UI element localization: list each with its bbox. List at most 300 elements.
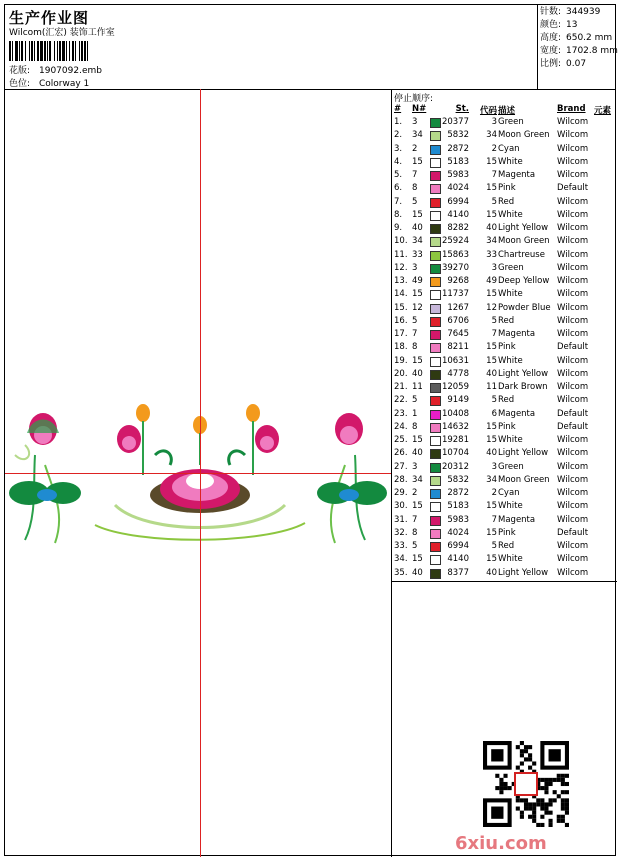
row-code: 49 (486, 276, 497, 286)
row-number: 13. (394, 276, 408, 286)
row-stitches: 10704 (441, 448, 469, 459)
row-number: 22. (394, 395, 408, 406)
row-stitches: 14632 (441, 421, 469, 432)
row-brand: Wilcom (557, 368, 589, 379)
table-row (394, 288, 619, 301)
table-row (394, 328, 619, 341)
row-brand: Default (557, 527, 589, 538)
table-row (394, 408, 619, 421)
row-number: 12. (394, 262, 408, 273)
row-description: Green (498, 461, 524, 472)
table-row (394, 249, 619, 262)
table-row (394, 169, 619, 182)
color-swatch (430, 290, 441, 300)
row-needle: 1 (412, 408, 418, 419)
row-description: Green (498, 117, 524, 127)
row-brand: Wilcom (557, 143, 589, 154)
color-swatch (430, 370, 441, 380)
row-code: 15 (486, 421, 497, 432)
row-number: 3. (394, 143, 403, 154)
row-needle: 8 (412, 183, 418, 194)
color-swatch (430, 529, 441, 539)
row-number: 18. (394, 342, 408, 353)
row-stitches: 5983 (447, 514, 469, 525)
row-brand: Wilcom (557, 262, 589, 273)
color-swatch (430, 476, 441, 486)
row-needle: 40 (412, 567, 423, 578)
row-code: 2 (491, 488, 497, 498)
row-description: Red (498, 315, 515, 326)
row-stitches: 4024 (447, 183, 469, 194)
row-number: 26. (394, 448, 408, 459)
table-row (394, 235, 619, 248)
row-needle: 8 (412, 527, 418, 538)
color-sequence-table (394, 104, 619, 580)
row-stitches: 15863 (441, 249, 469, 260)
row-number: 9. (394, 223, 403, 233)
row-brand: Wilcom (557, 329, 589, 339)
row-stitches: 8211 (447, 342, 469, 353)
table-row (394, 368, 619, 381)
row-number: 6. (394, 183, 403, 194)
row-needle: 2 (412, 143, 418, 154)
row-description: Magenta (498, 170, 536, 180)
table-row (394, 381, 619, 394)
row-needle: 15 (412, 156, 423, 167)
row-description: Pink (498, 183, 516, 194)
row-stitches: 5183 (447, 501, 469, 512)
color-swatch (430, 502, 441, 512)
panel-divider (391, 89, 392, 857)
row-description: Pink (498, 421, 516, 432)
center-crosshair-horizontal (5, 473, 391, 474)
row-number: 33. (394, 541, 408, 551)
row-description: Moon Green (498, 236, 550, 247)
row-brand: Wilcom (557, 448, 589, 459)
color-swatch (430, 489, 441, 499)
row-needle: 34 (412, 130, 423, 141)
row-brand: Default (557, 421, 589, 432)
table-row (394, 500, 619, 513)
color-swatch (430, 145, 441, 155)
row-description: Pink (498, 527, 516, 538)
row-number: 24. (394, 421, 408, 432)
barcode (9, 41, 145, 61)
row-description: White (498, 435, 523, 445)
row-needle: 15 (412, 355, 423, 366)
col-header-element: 元素 (594, 106, 612, 116)
row-code: 15 (486, 355, 497, 366)
row-stitches: 9149 (447, 395, 469, 406)
row-brand: Wilcom (557, 501, 589, 512)
row-stitches: 6994 (447, 541, 469, 551)
height-value: 650.2 mm (566, 33, 613, 43)
row-description: Magenta (498, 408, 536, 419)
row-needle: 7 (412, 514, 418, 525)
color-swatch (430, 343, 441, 353)
height-label: 高度: (540, 33, 562, 43)
row-number: 7. (394, 196, 403, 207)
table-row (394, 341, 619, 354)
right-lotus (317, 413, 387, 543)
row-needle: 15 (412, 289, 423, 300)
row-code: 7 (491, 514, 497, 525)
col-header-brand: Brand (557, 104, 586, 114)
color-swatch (430, 555, 441, 565)
row-description: Deep Yellow (498, 276, 550, 286)
row-brand: Wilcom (557, 315, 589, 326)
studio-name: Wilcom(汇宏) 装饰工作室 (9, 28, 115, 38)
row-description: Moon Green (498, 130, 550, 141)
row-stitches: 6994 (447, 196, 469, 207)
row-code: 5 (491, 315, 497, 326)
row-brand: Wilcom (557, 289, 589, 300)
row-stitches: 5183 (447, 156, 469, 167)
table-row (394, 355, 619, 368)
row-number: 11. (394, 249, 408, 260)
row-brand: Wilcom (557, 130, 589, 141)
page-title: 生产作业图 (9, 9, 90, 27)
color-swatch (430, 304, 441, 314)
row-code: 15 (486, 342, 497, 353)
row-brand: Default (557, 408, 589, 419)
colors-label: 颜色: (540, 20, 562, 30)
row-number: 34. (394, 554, 408, 565)
row-needle: 5 (412, 395, 418, 406)
left-lotus (9, 413, 81, 543)
row-number: 23. (394, 408, 408, 419)
row-description: Cyan (498, 143, 520, 154)
color-swatch (430, 158, 441, 168)
row-number: 10. (394, 236, 408, 247)
table-row (394, 421, 619, 434)
row-needle: 7 (412, 170, 418, 180)
row-code: 33 (486, 249, 497, 260)
row-stitches: 7645 (447, 329, 469, 339)
row-description: Moon Green (498, 474, 550, 485)
row-needle: 11 (412, 382, 423, 392)
row-brand: Wilcom (557, 382, 589, 392)
header-divider (5, 89, 615, 90)
row-stitches: 20377 (441, 117, 469, 127)
row-description: Light Yellow (498, 223, 549, 233)
row-description: White (498, 289, 523, 300)
row-number: 32. (394, 527, 408, 538)
row-description: Light Yellow (498, 567, 549, 578)
table-row (394, 567, 619, 580)
row-number: 16. (394, 315, 408, 326)
row-needle: 40 (412, 368, 423, 379)
row-stitches: 20312 (441, 461, 469, 472)
row-brand: Wilcom (557, 223, 589, 233)
row-needle: 40 (412, 448, 423, 459)
row-brand: Wilcom (557, 276, 589, 286)
colors-value: 13 (566, 20, 578, 30)
row-code: 5 (491, 541, 497, 551)
row-brand: Wilcom (557, 474, 589, 485)
row-code: 5 (491, 395, 497, 406)
row-description: Chartreuse (498, 249, 545, 260)
row-code: 5 (491, 196, 497, 207)
row-stitches: 4024 (447, 527, 469, 538)
row-code: 2 (491, 143, 497, 154)
color-swatch (430, 184, 441, 194)
row-code: 15 (486, 554, 497, 565)
row-brand: Wilcom (557, 196, 589, 207)
row-number: 19. (394, 355, 408, 366)
color-swatch (430, 383, 441, 393)
row-description: Magenta (498, 329, 536, 339)
row-needle: 2 (412, 488, 418, 498)
color-swatch (430, 516, 441, 526)
color-swatch (430, 211, 441, 221)
row-code: 40 (486, 223, 497, 233)
row-brand: Wilcom (557, 170, 589, 180)
color-swatch (430, 251, 441, 261)
color-swatch (430, 264, 441, 274)
row-number: 17. (394, 329, 408, 339)
row-code: 40 (486, 448, 497, 459)
width-label: 宽度: (540, 46, 562, 56)
table-row (394, 447, 619, 460)
row-brand: Wilcom (557, 395, 589, 406)
row-code: 34 (486, 236, 497, 247)
col-header-stitches: St. (455, 104, 469, 114)
row-description: White (498, 156, 523, 167)
row-needle: 15 (412, 501, 423, 512)
color-swatch (430, 357, 441, 367)
row-description: Magenta (498, 514, 536, 525)
table-body (394, 116, 619, 580)
row-needle: 15 (412, 554, 423, 565)
row-number: 29. (394, 488, 408, 498)
row-needle: 15 (412, 435, 423, 445)
row-stitches: 4140 (447, 554, 469, 565)
row-number: 8. (394, 209, 403, 220)
row-description: Green (498, 262, 524, 273)
color-swatch (430, 396, 441, 406)
row-code: 7 (491, 329, 497, 339)
row-description: Red (498, 541, 515, 551)
row-needle: 34 (412, 474, 423, 485)
row-number: 15. (394, 302, 408, 313)
row-brand: Wilcom (557, 554, 589, 565)
col-header-no: # (394, 104, 402, 114)
row-code: 3 (491, 461, 497, 472)
row-needle: 3 (412, 262, 418, 273)
color-swatch (430, 330, 441, 340)
row-brand: Wilcom (557, 209, 589, 220)
row-stitches: 2872 (447, 488, 469, 498)
row-code: 12 (486, 302, 497, 313)
row-description: Light Yellow (498, 448, 549, 459)
row-number: 20. (394, 368, 408, 379)
row-brand: Wilcom (557, 156, 589, 167)
table-row (394, 302, 619, 315)
row-needle: 3 (412, 461, 418, 472)
row-brand: Wilcom (557, 567, 589, 578)
row-number: 4. (394, 156, 403, 167)
qr-logo-stamp (515, 773, 537, 795)
colorway-value: Colorway 1 (39, 79, 90, 89)
row-code: 15 (486, 156, 497, 167)
row-description: Powder Blue (498, 302, 551, 313)
row-brand: Wilcom (557, 236, 589, 247)
row-number: 14. (394, 289, 408, 300)
table-row (394, 514, 619, 527)
table-row (394, 182, 619, 195)
row-needle: 15 (412, 209, 423, 220)
color-swatch (430, 237, 441, 247)
row-number: 5. (394, 170, 403, 180)
row-brand: Wilcom (557, 541, 589, 551)
row-code: 34 (486, 474, 497, 485)
stitches-stat (540, 6, 617, 19)
row-code: 34 (486, 130, 497, 141)
row-code: 15 (486, 527, 497, 538)
table-row (394, 461, 619, 474)
row-description: Cyan (498, 488, 520, 498)
table-row (394, 222, 619, 235)
colorway-line (9, 76, 89, 89)
table-row (394, 129, 619, 142)
row-brand: Wilcom (557, 435, 589, 445)
table-row (394, 487, 619, 500)
table-row (394, 434, 619, 447)
row-stitches: 11737 (441, 289, 469, 300)
table-row (394, 209, 619, 222)
row-number: 28. (394, 474, 408, 485)
row-brand: Wilcom (557, 488, 589, 498)
row-stitches: 8282 (447, 223, 469, 233)
row-number: 2. (394, 130, 403, 141)
row-code: 40 (486, 368, 497, 379)
row-needle: 3 (412, 117, 418, 127)
row-stitches: 19281 (441, 435, 469, 445)
table-row (394, 116, 619, 129)
color-swatch (430, 410, 441, 420)
row-description: Pink (498, 342, 516, 353)
color-swatch (430, 569, 441, 579)
row-number: 35. (394, 567, 408, 578)
row-description: White (498, 355, 523, 366)
row-stitches: 5983 (447, 170, 469, 180)
table-header (394, 104, 619, 116)
color-swatch (430, 436, 441, 446)
col-header-code: 代码 (479, 106, 497, 116)
row-description: White (498, 501, 523, 512)
row-stitches: 8377 (447, 567, 469, 578)
row-brand: Wilcom (557, 355, 589, 366)
design-stats (537, 5, 617, 89)
color-swatch (430, 317, 441, 327)
row-stitches: 2872 (447, 143, 469, 154)
table-bottom-divider (391, 581, 617, 582)
embroidery-design-preview (5, 395, 391, 555)
row-code: 11 (486, 382, 497, 392)
row-needle: 5 (412, 196, 418, 207)
stop-sequence-title: 停止顺序: (394, 94, 434, 104)
colorway-label: 色位: (9, 79, 31, 89)
row-number: 1. (394, 117, 403, 127)
color-swatch (430, 449, 441, 459)
width-value: 1702.8 mm (566, 46, 618, 56)
row-code: 40 (486, 567, 497, 578)
table-row (394, 275, 619, 288)
table-row (394, 143, 619, 156)
row-brand: Wilcom (557, 514, 589, 525)
table-row (394, 262, 619, 275)
row-needle: 8 (412, 421, 418, 432)
row-needle: 5 (412, 315, 418, 326)
row-number: 27. (394, 461, 408, 472)
row-code: 3 (491, 262, 497, 273)
row-code: 15 (486, 501, 497, 512)
watermark: 6xiu.com (455, 833, 547, 854)
color-swatch (430, 198, 441, 208)
row-description: Red (498, 196, 515, 207)
color-swatch (430, 542, 441, 552)
row-brand: Wilcom (557, 249, 589, 260)
height-stat (540, 32, 617, 45)
color-swatch (430, 131, 441, 141)
row-description: Dark Brown (498, 382, 548, 392)
stitches-label: 针数: (540, 7, 562, 17)
row-needle: 5 (412, 541, 418, 551)
color-swatch (430, 224, 441, 234)
design-file-label: 花版: (9, 66, 31, 76)
row-stitches: 9268 (447, 276, 469, 286)
row-brand: Default (557, 183, 589, 194)
scale-value: 0.07 (566, 59, 587, 69)
row-description: Red (498, 395, 515, 406)
row-stitches: 5832 (447, 474, 469, 485)
row-brand: Default (557, 342, 589, 353)
stitches-value: 344939 (566, 7, 601, 17)
row-number: 21. (394, 382, 408, 392)
table-row (394, 540, 619, 553)
row-needle: 49 (412, 276, 423, 286)
row-stitches: 39270 (441, 262, 469, 273)
col-header-description: 描述 (498, 106, 516, 116)
row-description: White (498, 554, 523, 565)
row-code: 7 (491, 170, 497, 180)
row-description: White (498, 209, 523, 220)
row-brand: Wilcom (557, 117, 589, 127)
table-row (394, 394, 619, 407)
row-needle: 7 (412, 329, 418, 339)
table-row (394, 156, 619, 169)
color-swatch (430, 171, 441, 181)
row-code: 6 (491, 408, 497, 419)
row-stitches: 10408 (441, 408, 469, 419)
row-code: 15 (486, 183, 497, 194)
row-code: 15 (486, 289, 497, 300)
table-row (394, 527, 619, 540)
table-row (394, 196, 619, 209)
row-stitches: 10631 (441, 355, 469, 366)
row-needle: 12 (412, 302, 423, 313)
row-code: 15 (486, 435, 497, 445)
row-needle: 40 (412, 223, 423, 233)
row-brand: Wilcom (557, 302, 589, 313)
row-code: 3 (491, 117, 497, 127)
row-brand: Wilcom (557, 461, 589, 472)
color-swatch (430, 277, 441, 287)
row-stitches: 1267 (447, 302, 469, 313)
design-file-line (9, 63, 102, 76)
row-number: 30. (394, 501, 408, 512)
